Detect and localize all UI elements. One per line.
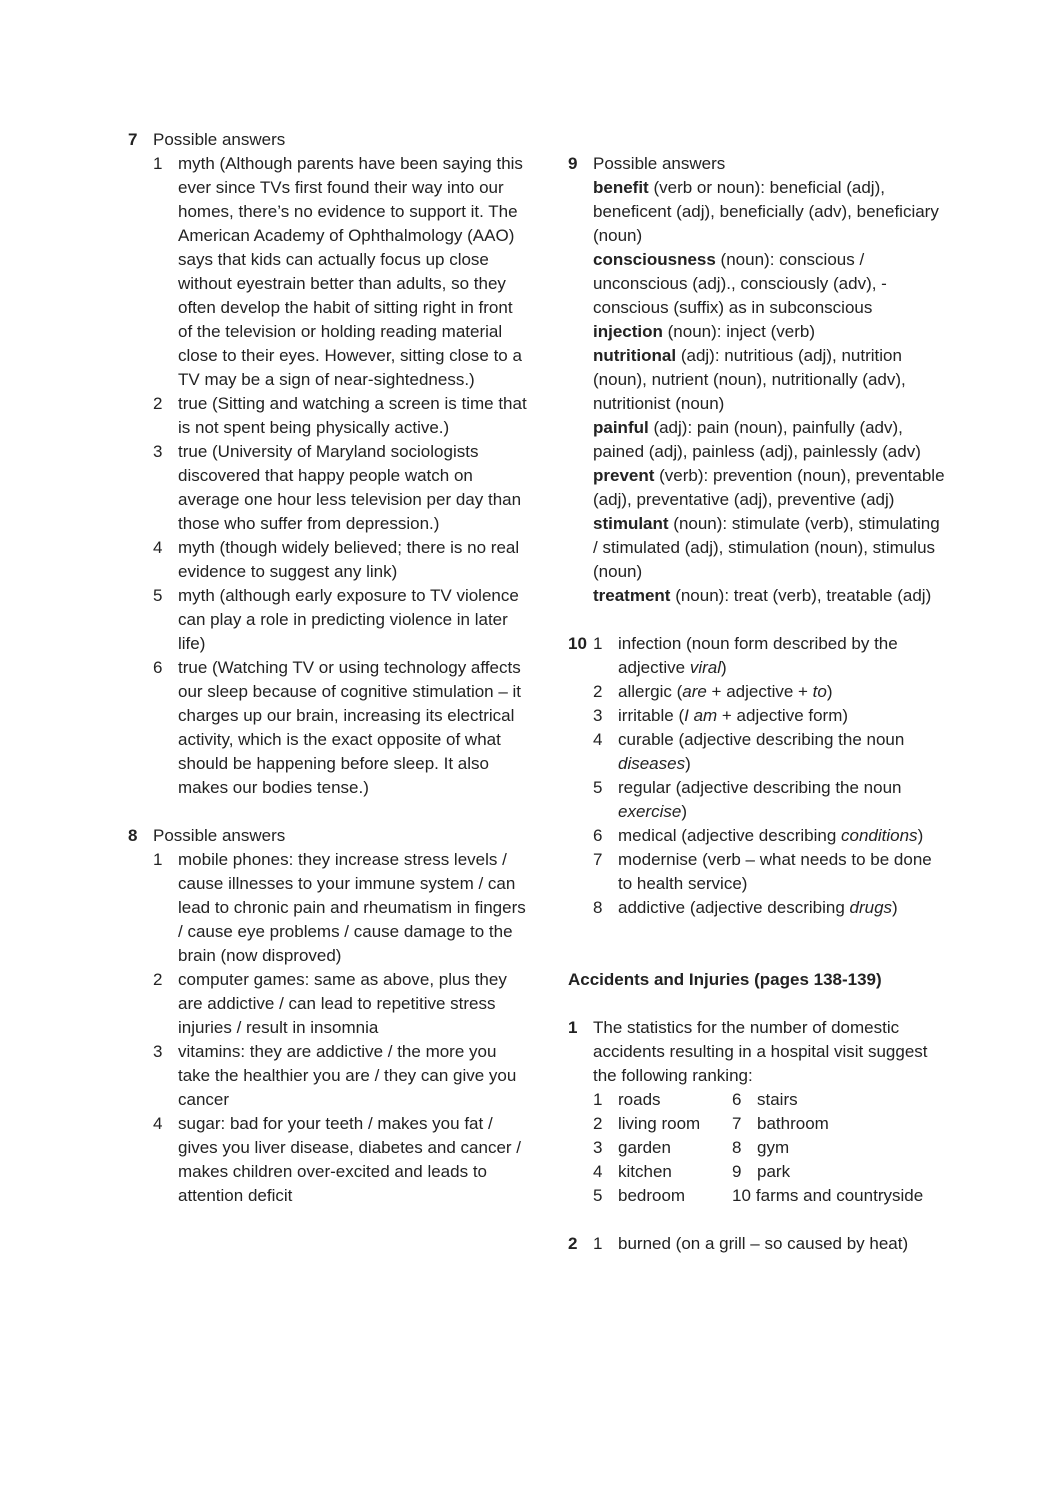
item-number: 7	[593, 850, 603, 869]
word-forms: (adj): nutritious (adj), nutrition (noun), nutrient (noun), nutritionally (adv), nutritionist (noun)	[593, 346, 906, 413]
item-number: 2	[593, 682, 603, 701]
headword: consciousness	[593, 250, 716, 269]
item-number: 6	[593, 826, 603, 845]
item-text: irritable (	[618, 706, 685, 725]
list-item	[153, 1040, 528, 1112]
word-family	[593, 248, 948, 320]
rank-label: garden	[618, 1138, 671, 1157]
word-family	[593, 176, 948, 248]
item-number: 2	[153, 970, 163, 989]
word-family	[593, 344, 948, 416]
ranking-row	[593, 1088, 948, 1112]
exercise-7	[128, 128, 528, 800]
item-emphasis: exercise	[618, 802, 682, 821]
rank-number: 3	[593, 1138, 603, 1157]
rank-label: park	[757, 1162, 791, 1181]
headword: injection	[593, 322, 663, 341]
item-number: 3	[153, 1042, 163, 1061]
item-text-end: )	[892, 898, 898, 917]
headword: stimulant	[593, 514, 669, 533]
list-item	[153, 536, 528, 584]
list-item	[153, 440, 528, 536]
item-number: 4	[153, 538, 163, 557]
item-text: allergic (	[618, 682, 683, 701]
list-item	[593, 896, 948, 920]
exercise-title: Possible answers	[153, 826, 286, 845]
item-number: 6	[153, 658, 163, 677]
item-emphasis: drugs	[849, 898, 893, 917]
item-text: myth (although early exposure to TV violence can play a role in predicting violence in later life)	[178, 586, 519, 653]
rank-number: 9	[732, 1162, 742, 1181]
headword: treatment	[593, 586, 671, 605]
item-text-end: )	[721, 658, 727, 677]
rank-label: farms and countryside	[755, 1186, 924, 1205]
list-item	[593, 848, 948, 896]
left-column	[128, 128, 528, 1208]
exercise-8	[128, 824, 528, 1208]
item-text: addictive (adjective describing	[618, 898, 850, 917]
ranking-row	[593, 1136, 948, 1160]
rank-label: bathroom	[757, 1114, 829, 1133]
exercise-10	[568, 632, 948, 920]
item-number: 1	[593, 634, 603, 653]
item-number: 8	[593, 898, 603, 917]
item-number: 5	[593, 778, 603, 797]
list-item	[593, 824, 948, 848]
word-forms: (noun): stimulate (verb), stimulating / stimulated (adj), stimulation (noun), stimulus (noun)	[593, 514, 940, 581]
list-item	[153, 656, 528, 800]
item-number: 1	[153, 850, 163, 869]
word-family	[593, 512, 948, 584]
item-text: mobile phones: they increase stress levels / cause illnesses to your immune system / can lead to chronic pain and rheumatism in fingers / cause eye problems / cause damage to the brain (now disproved)	[178, 850, 526, 965]
word-forms: (verb or noun): beneficial (adj), beneficent (adj), beneficially (adv), beneficiary (noun)	[593, 178, 939, 245]
ranking-row	[593, 1184, 948, 1208]
item-text-end: )	[917, 826, 924, 845]
word-forms: (verb): prevention (noun), preventable (adj), preventative (adj), preventive (adj)	[593, 466, 945, 509]
word-family	[593, 464, 948, 512]
section-heading: Accidents and Injuries (pages 138-139)	[568, 970, 882, 989]
item-number: 4	[153, 1114, 163, 1133]
item-number: 3	[593, 706, 603, 725]
exercise-intro: The statistics for the number of domestic accidents resulting in a hospital visit suggest the following ranking:	[593, 1018, 928, 1085]
rank-number: 10	[732, 1186, 751, 1205]
item-text: medical (adjective describing	[618, 826, 841, 845]
exercise-title: Possible answers	[593, 154, 726, 173]
item-number: 5	[153, 586, 163, 605]
item-emphasis: viral	[689, 658, 721, 677]
item-text: computer games: same as above, plus they are addictive / can lead to repetitive stress injuries / result in insomnia	[178, 970, 507, 1037]
item-text: vitamins: they are addictive / the more you take the healthier you are / they can give you cancer	[178, 1042, 517, 1109]
rank-number: 1	[593, 1090, 603, 1109]
rank-number: 5	[593, 1186, 603, 1205]
item-emphasis-2: to	[812, 682, 827, 701]
item-text: myth (though widely believed; there is no real evidence to suggest any link)	[178, 538, 520, 581]
rank-label: living room	[618, 1114, 701, 1133]
exercise-number: 10	[568, 634, 587, 653]
headword: painful	[593, 418, 649, 437]
item-emphasis: I am	[684, 706, 718, 725]
word-family	[593, 320, 948, 344]
rank-number: 7	[732, 1114, 742, 1133]
rank-label: kitchen	[618, 1162, 672, 1181]
list-item	[153, 392, 528, 440]
list-item	[593, 728, 948, 776]
list-item	[593, 680, 948, 704]
rank-number: 8	[732, 1138, 742, 1157]
item-text: modernise (verb – what needs to be done to health service)	[618, 850, 932, 893]
headword: nutritional	[593, 346, 677, 365]
item-text-end: )	[826, 682, 833, 701]
item-text: infection (noun form described by the adjective	[618, 634, 898, 677]
rank-number: 6	[732, 1090, 742, 1109]
item-text-end: + adjective form)	[717, 706, 849, 725]
item-text: true (University of Maryland sociologists discovered that happy people watch on average one hour less television per day than those who suffer from depression.)	[178, 442, 522, 533]
headword: prevent	[593, 466, 655, 485]
list-item	[153, 1112, 528, 1208]
accidents-exercise-1	[568, 1016, 948, 1208]
item-number: 2	[153, 394, 163, 413]
item-text: true (Watching TV or using technology affects our sleep because of cognitive stimulation – it charges up our brain, increasing its electrical activity, which is the exact opposite of what should be happening before sleep. It also makes our bodies tense.)	[178, 658, 522, 797]
list-item	[153, 152, 528, 392]
item-number: 1	[593, 1234, 603, 1253]
word-forms: (noun): treat (verb), treatable (adj)	[670, 586, 932, 605]
item-text: curable (adjective describing the noun	[618, 730, 905, 749]
item-text-mid: + adjective +	[706, 682, 813, 701]
item-number: 3	[153, 442, 163, 461]
item-text-end: )	[685, 754, 691, 773]
rank-number: 2	[593, 1114, 603, 1133]
rank-label: stairs	[757, 1090, 798, 1109]
exercise-number: 7	[128, 130, 138, 149]
list-item	[593, 776, 948, 824]
ranking-row	[593, 1112, 948, 1136]
item-emphasis: conditions	[841, 826, 918, 845]
accidents-exercise-2	[568, 1232, 948, 1256]
item-text-end: )	[681, 802, 687, 821]
item-number: 4	[593, 730, 603, 749]
exercise-number: 1	[568, 1018, 578, 1037]
word-forms: (noun): inject (verb)	[662, 322, 816, 341]
exercise-9	[568, 152, 948, 608]
ranking-row	[593, 1160, 948, 1184]
headword: benefit	[593, 178, 649, 197]
word-family	[593, 416, 948, 464]
list-item	[153, 968, 528, 1040]
list-item	[153, 584, 528, 656]
rank-label: gym	[757, 1138, 790, 1157]
right-column	[568, 152, 948, 1256]
exercise-title: Possible answers	[153, 130, 286, 149]
rank-number: 4	[593, 1162, 603, 1181]
item-text: burned (on a grill – so caused by heat)	[618, 1234, 909, 1253]
word-forms: (noun): conscious / unconscious (adj)., consciously (adv), -conscious (suffix) as in subconscious	[593, 250, 887, 317]
rank-label: roads	[618, 1090, 661, 1109]
item-text: myth (Although parents have been saying this ever since TVs first found their way into our homes, there’s no evidence to support it. The American Academy of Ophthalmology (AAO) says that kids can actually focus up close without eyestrain better than adults, so they often develop the habit of sitting right in front of the television or holding reading material close to their eyes. However, sitting close to a TV may be a sign of near-sightedness.)	[178, 154, 523, 389]
list-item	[593, 704, 948, 728]
exercise-number: 2	[568, 1234, 578, 1253]
list-item	[593, 632, 948, 680]
rank-label: bedroom	[618, 1186, 686, 1205]
word-family	[593, 584, 948, 608]
list-item	[153, 848, 528, 968]
exercise-number: 8	[128, 826, 138, 845]
item-emphasis: are	[682, 682, 707, 701]
item-number: 1	[153, 154, 163, 173]
item-text: sugar: bad for your teeth / makes you fat / gives you liver disease, diabetes and cancer / makes children over-excited and leads to attention deficit	[178, 1114, 522, 1205]
item-emphasis: diseases	[618, 754, 686, 773]
list-item	[593, 1232, 948, 1256]
item-text: true (Sitting and watching a screen is time that is not spent being physically active.)	[178, 394, 527, 437]
item-text: regular (adjective describing the noun	[618, 778, 902, 797]
exercise-number: 9	[568, 154, 578, 173]
word-forms: (adj): pain (noun), painfully (adv), pained (adj), painless (adj), painlessly (adv)	[593, 418, 921, 461]
